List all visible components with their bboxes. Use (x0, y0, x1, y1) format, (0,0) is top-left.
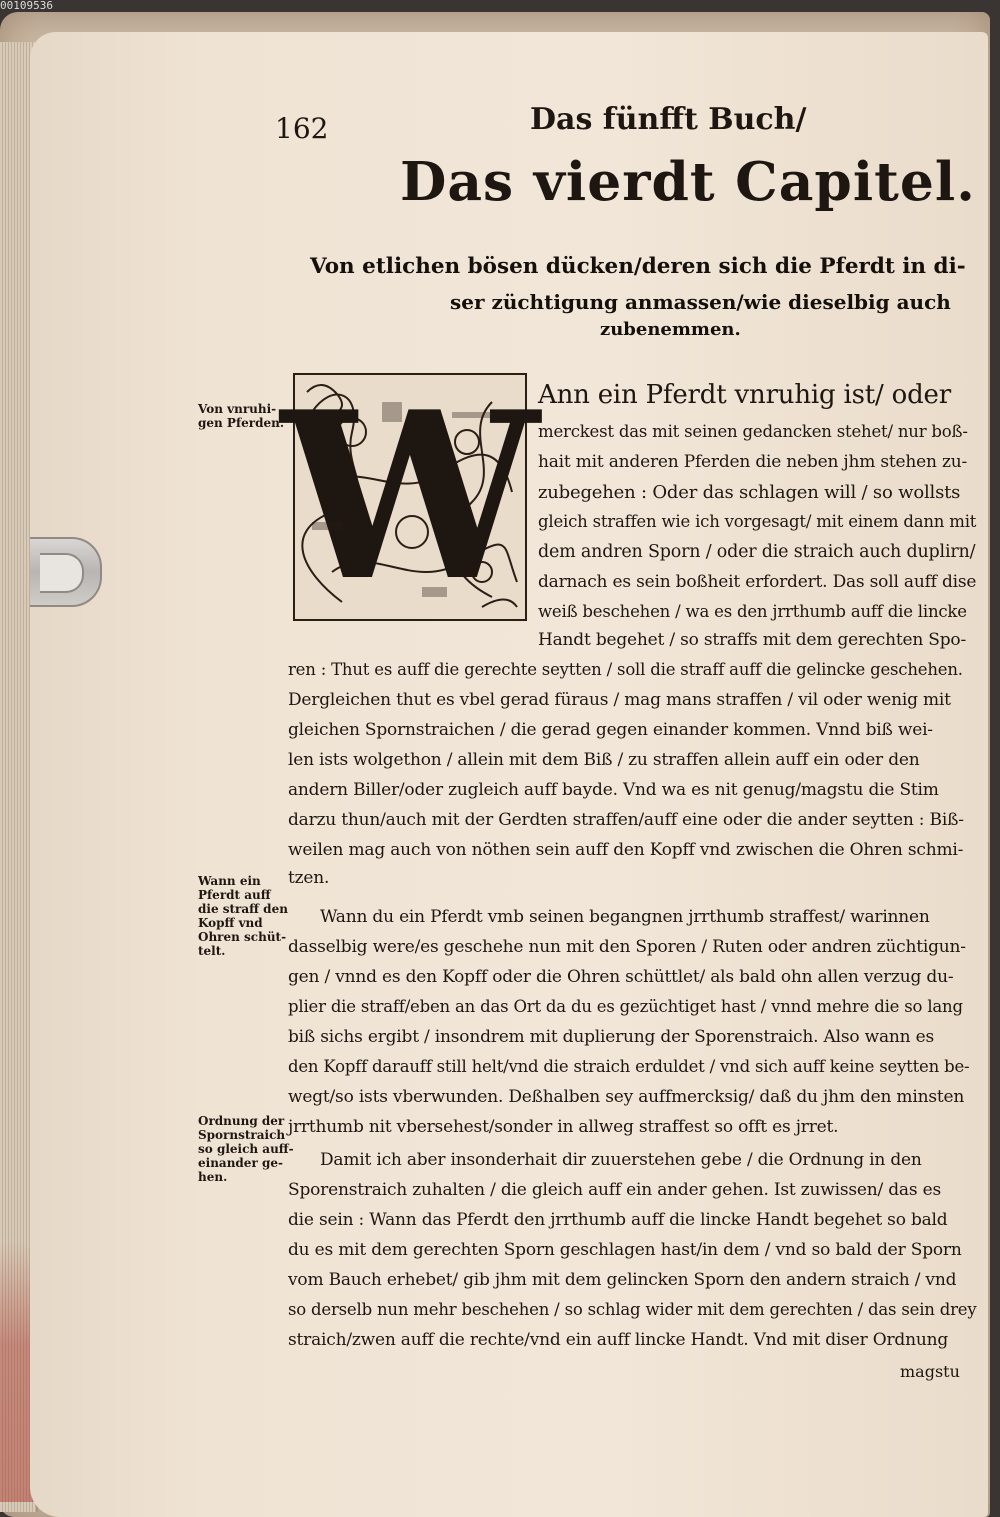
decorated-initial (280, 362, 540, 632)
catchword: magstu (900, 1362, 960, 1381)
marginal-note-line: Kopff vnd (198, 916, 263, 930)
body-line: Sporenstraich zuhalten / die gleich auff ein ander gehen. Ist zuwissen/ das es (288, 1180, 941, 1200)
marginal-note-line: einander ge- (198, 1156, 283, 1170)
body-line: wegt/so ists vberwunden. Deßhalben sey auffmercksig/ daß du jhm den minsten (288, 1087, 965, 1107)
body-line: die sein : Wann das Pferdt den jrrthumb auff die lincke Handt begehet so bald (288, 1210, 948, 1230)
subtitle-line: zubenemmen. (600, 319, 741, 340)
initial-letter: W (280, 362, 540, 632)
body-line: darzu thun/auch mit der Gerdten straffen/auff eine oder die ander seytten : Biß- (288, 810, 964, 830)
page (30, 32, 988, 1517)
body-line: dasselbig were/es geschehe nun mit den Sporen / Ruten oder andren züchtigun- (288, 937, 966, 957)
body-line: gleich straffen wie ich vorgesagt/ mit einem dann mit (538, 512, 977, 531)
page-number: 162 (275, 112, 329, 145)
marginal-note (198, 1114, 294, 1184)
marginal-note (198, 402, 284, 430)
body-line: dem andren Sporn / oder die straich auch duplirn/ (538, 542, 976, 562)
body-line: Dergleichen thut es vbel gerad füraus / mag mans straffen / vil oder wenig mit (288, 690, 951, 710)
marginal-note-line: Ohren schüt- (198, 930, 287, 944)
body-line: Wann du ein Pferdt vmb seinen begangnen jrrthumb straffest/ warinnen (320, 907, 930, 927)
body-line: straich/zwen auff die rechte/vnd ein auff lincke Handt. Vnd mit diser Ordnung (288, 1330, 949, 1350)
marginal-note-line: Ordnung der (198, 1114, 285, 1128)
body-line: jrrthumb nit vbersehest/sonder in allweg straffest so offt es jrret. (288, 1117, 839, 1137)
marginal-note (198, 874, 288, 958)
body-line: len ists wolgethon / allein mit dem Biß / zu straffen allein auff ein oder den (288, 750, 920, 770)
body-line: darnach es sein boßheit erfordert. Das soll auff dise (538, 572, 977, 592)
marginal-note-line: Spornstraich (198, 1128, 286, 1142)
body-line: tzen. (288, 868, 330, 888)
marginal-note-line: Von vnruhi- (198, 402, 277, 416)
book (0, 12, 990, 1517)
body-line: vom Bauch erhebet/ gib jhm mit dem gelincken Sporn den andern straich / vnd (288, 1270, 957, 1290)
chapter-title: Das vierdt Capitel. (400, 150, 976, 213)
body-line: zubegehen : Oder das schlagen will / so wollsts (538, 482, 961, 503)
subtitle-line: ser züchtigung anmassen/wie dieselbig auch (450, 290, 951, 314)
marginal-note-line: Wann ein (198, 874, 261, 888)
marginal-note-line: die straff den (198, 902, 288, 916)
body-line: ren : Thut es auff die gerechte seytten / soll die straff auff die gelincke geschehen. (288, 660, 963, 679)
marginal-note-line: so gleich auff- (198, 1142, 294, 1156)
running-head: Das fünfft Buch/ (530, 102, 807, 137)
body-line: weiß beschehen / wa es den jrrthumb auff die lincke (538, 602, 967, 621)
scan-id: 00109536 (0, 0, 53, 12)
body-line: gen / vnnd es den Kopff oder die Ohren schüttlet/ als bald ohn allen verzug du- (288, 967, 954, 987)
body-line: weilen mag auch von nöthen sein auff den Kopff vnd zwischen die Ohren schmi- (288, 840, 964, 860)
subtitle-line: Von etlichen bösen dücken/deren sich die Pferdt in di- (310, 254, 966, 279)
body-line: Handt begehet / so straffs mit dem gerechten Spo- (538, 630, 966, 650)
body-line: so derselb nun mehr beschehen / so schlag wider mit dem gerechten / das sein drey (288, 1300, 977, 1319)
body-line: Damit ich aber insonderhait dir zuuerstehen gebe / die Ordnung in den (320, 1150, 922, 1170)
body-line: Ann ein Pferdt vnruhig ist/ oder (538, 380, 951, 410)
body-line: andern Biller/oder zugleich auff bayde. Vnd wa es nit genug/magstu die Stim (288, 780, 939, 800)
body-line: plier die straff/eben an das Ort da du es gezüchtiget hast / vnnd mehre die so lang (288, 997, 963, 1016)
body-line: du es mit dem gerechten Sporn geschlagen hast/in dem / vnd so bald der Sporn (288, 1240, 962, 1260)
body-line: biß sichs ergibt / insondrem mit duplierung der Sporenstraich. Also wann es (288, 1027, 934, 1047)
body-line: merckest das mit seinen gedancken stehet/ nur boß- (538, 422, 968, 441)
marginal-note-line: hen. (198, 1170, 228, 1184)
paper-clip (30, 537, 102, 607)
body-line: den Kopff darauff still helt/vnd die straich erduldet / vnd sich auff keine seytten be- (288, 1057, 970, 1076)
marginal-note-line: Pferdt auff (198, 888, 271, 902)
body-line: gleichen Spornstraichen / die gerad gegen einander kommen. Vnnd biß wei- (288, 720, 933, 740)
marginal-note-line: telt. (198, 944, 226, 958)
body-line: hait mit anderen Pferden die neben jhm stehen zu- (538, 452, 967, 472)
marginal-note-line: gen Pferden. (198, 416, 284, 430)
